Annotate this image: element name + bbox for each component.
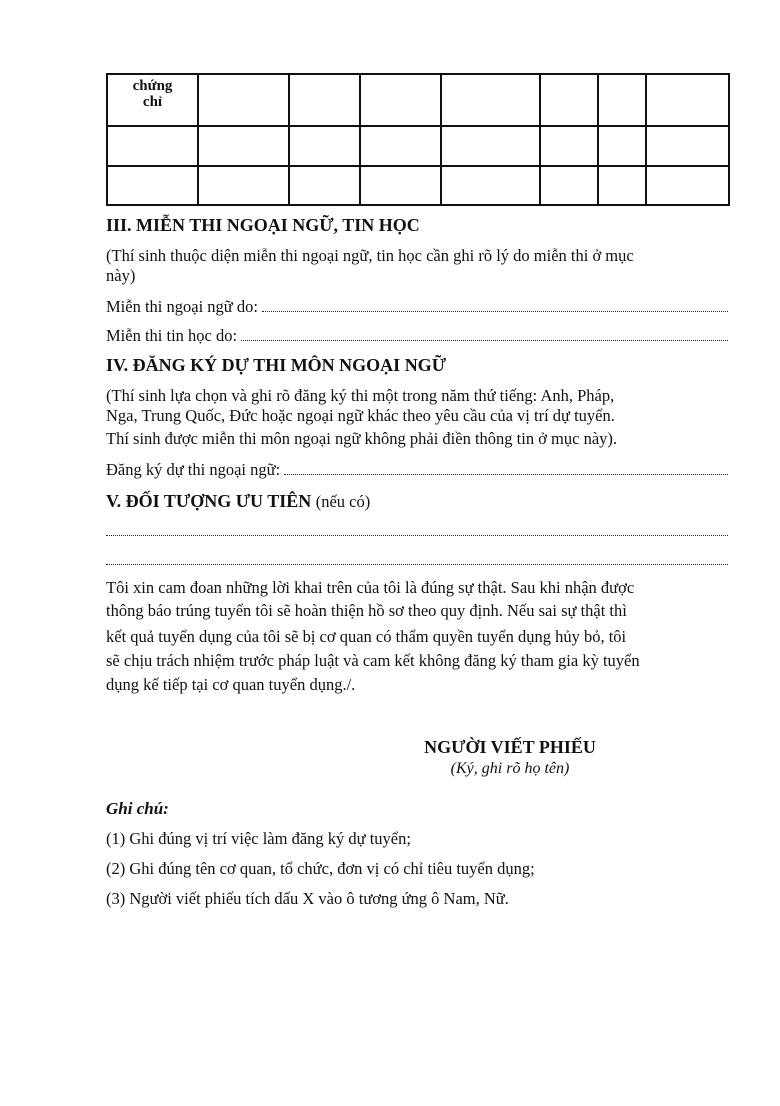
table-cell[interactable] [441, 166, 540, 205]
table-cell[interactable] [198, 166, 289, 205]
note-item-1: (1) Ghi đúng vị trí việc làm đăng ký dự tuyển; [106, 829, 411, 848]
language-registration-blank[interactable] [284, 462, 728, 475]
table-cell-label [107, 74, 198, 126]
section3-heading: III. MIỄN THI NGOẠI NGỮ, TIN HỌC [106, 215, 420, 235]
row-label-line2: chỉ [142, 94, 163, 110]
note-item-3: (3) Người viết phiếu tích dấu X vào ô tương ứng ô Nam, Nữ. [106, 889, 509, 908]
section5-heading-text: V. ĐỐI TƯỢNG ƯU TIÊN [106, 491, 312, 511]
table-cell[interactable] [540, 74, 598, 126]
it-exemption-label: Miễn thi tin học do: [106, 326, 238, 345]
priority-blank-line1[interactable] [106, 535, 728, 536]
section4-note-line3: Thí sinh được miễn thi môn ngoại ngữ không phải điền thông tin ở mục này). [106, 429, 618, 448]
it-exemption-field[interactable] [106, 326, 728, 346]
table-row [107, 74, 729, 126]
priority-blank-line2[interactable] [106, 564, 728, 565]
table-cell[interactable] [289, 126, 360, 166]
section4-heading: IV. ĐĂNG KÝ DỰ THI MÔN NGOẠI NGỮ [106, 355, 447, 375]
table-cell[interactable] [540, 126, 598, 166]
section3-note-line1: (Thí sinh thuộc diện miễn thi ngoại ngữ, tin học cần ghi rõ lý do miễn thi ở mục [106, 246, 634, 265]
table-cell[interactable] [289, 166, 360, 205]
table-cell[interactable] [646, 166, 729, 205]
table-cell[interactable] [598, 126, 646, 166]
declaration-line2: thông báo trúng tuyển tôi sẽ hoàn thiện hồ sơ theo quy định. Nếu sai sự thật thì [106, 601, 627, 620]
table-cell[interactable] [646, 126, 729, 166]
declaration-line1: Tôi xin cam đoan những lời khai trên của tôi là đúng sự thật. Sau khi nhận được [106, 578, 635, 597]
foreign-language-exemption-label: Miễn thi ngoại ngữ do: [106, 297, 258, 316]
table-cell[interactable] [107, 126, 198, 166]
table-cell[interactable] [441, 126, 540, 166]
declaration-line3: kết quả tuyển dụng của tôi sẽ bị cơ quan có thẩm quyền tuyển dụng hủy bỏ, tôi [106, 627, 627, 646]
section5-heading-suffix: (nếu có) [315, 492, 371, 511]
language-registration-field[interactable] [106, 460, 728, 480]
signature-subtitle: (Ký, ghi rõ họ tên) [450, 760, 570, 777]
table-cell[interactable] [360, 126, 441, 166]
section3-note-line2: này) [106, 266, 136, 285]
section4-note-line1: (Thí sinh lựa chọn và ghi rõ đăng ký thi một trong năm thứ tiếng: Anh, Pháp, [106, 386, 615, 405]
signature-title: NGƯỜI VIẾT PHIẾU [424, 737, 596, 757]
table-row [107, 166, 729, 205]
table-row [107, 126, 729, 166]
table-cell[interactable] [198, 74, 289, 126]
table-cell[interactable] [198, 126, 289, 166]
table-cell[interactable] [107, 166, 198, 205]
table-cell[interactable] [598, 74, 646, 126]
declaration-line5: dụng kế tiếp tại cơ quan tuyển dụng./. [106, 675, 356, 694]
section5-heading [106, 491, 728, 512]
table-cell[interactable] [646, 74, 729, 126]
table-cell[interactable] [289, 74, 360, 126]
row-label-line1: chứng [132, 78, 173, 94]
it-exemption-blank[interactable] [241, 328, 728, 341]
language-registration-label: Đăng ký dự thi ngoại ngữ: [106, 460, 281, 479]
table-cell[interactable] [360, 166, 441, 205]
section4-note-line2: Nga, Trung Quốc, Đức hoặc ngoại ngữ khác theo yêu cầu của vị trí dự tuyển. [106, 406, 615, 425]
certificate-table [106, 73, 730, 206]
table-cell[interactable] [360, 74, 441, 126]
table-cell[interactable] [540, 166, 598, 205]
notes-title: Ghi chú: [106, 799, 169, 818]
table-cell[interactable] [598, 166, 646, 205]
note-item-2: (2) Ghi đúng tên cơ quan, tổ chức, đơn vị có chỉ tiêu tuyển dụng; [106, 859, 535, 878]
declaration-line4: sẽ chịu trách nhiệm trước pháp luật và cam kết không đăng ký tham gia kỳ tuyển [106, 651, 640, 670]
foreign-language-exemption-blank[interactable] [262, 299, 728, 312]
foreign-language-exemption-field[interactable] [106, 297, 728, 317]
table-cell[interactable] [441, 74, 540, 126]
